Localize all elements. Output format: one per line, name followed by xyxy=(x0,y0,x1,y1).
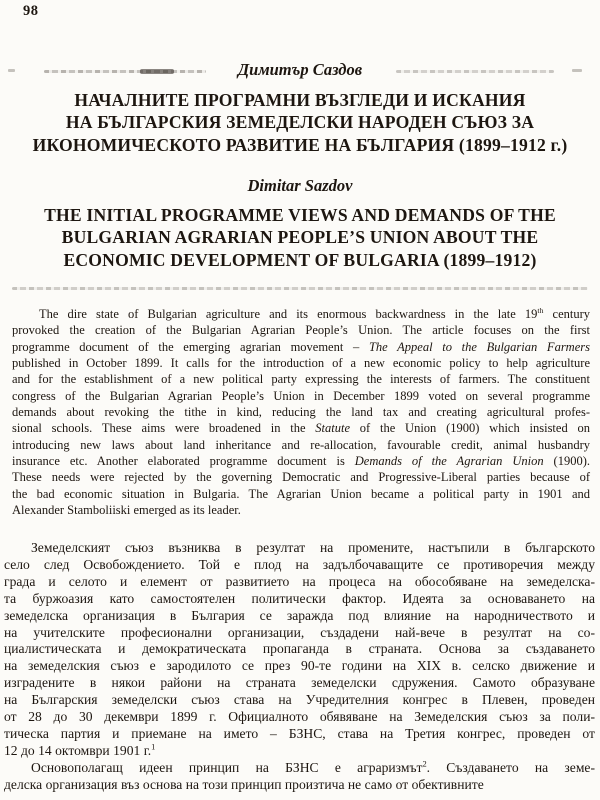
text-line xyxy=(4,625,595,642)
text-segment: introducing new laws about land inheritance and re-allocation, favourable credit, animal husbandry xyxy=(12,437,590,452)
text-segment: published in October 1899. It calls for the introduction of a new economic policy to help agriculture xyxy=(12,356,590,371)
text-segment: Alexander Stamboliiski emerged as its leader. xyxy=(12,503,241,518)
text-line xyxy=(12,404,590,420)
text-segment: sional schools. These aims were broadened in the xyxy=(12,421,316,436)
body-paragraph-1 xyxy=(4,540,595,760)
text-segment: Земеделският съюз възниква в резултат на промените, настъпили в българското xyxy=(31,540,595,555)
text-line xyxy=(12,502,590,518)
text-line xyxy=(4,692,595,709)
title-line: BULGARIAN AGRARIAN PEOPLE’S UNION ABOUT THE xyxy=(61,227,539,248)
text-segment: The Appeal to the Bulgarian Farmers xyxy=(368,339,590,354)
text-segment: село след Освобождението. Той е плод на задълбочаващите се противоречия между xyxy=(4,556,595,572)
text-line xyxy=(12,453,590,469)
text-line xyxy=(4,641,595,658)
text-segment: century xyxy=(543,307,591,321)
text-segment: града и селото и елемент от развитието на процеса на обособяване на земеделска- xyxy=(4,573,595,589)
text-segment: на Българския земеделски съюз става на Учредителния конгрес в Плевен, проведен xyxy=(4,692,595,708)
text-line xyxy=(4,743,595,760)
text-segment: These needs were rejected by the governing Democratic and Progressive-Liberal parties because of xyxy=(12,470,590,485)
body-paragraph-2 xyxy=(4,760,595,794)
text-segment: insurance etc. Another elaborated programme document is xyxy=(12,454,355,469)
text-segment: Основополагащ идеен принцип на БЗНС е аграризмът xyxy=(31,759,423,775)
text-segment: на учителските професионални организации, създадени най-вече в резултат на со- xyxy=(4,624,595,640)
text-segment: Statute xyxy=(315,421,351,436)
text-line xyxy=(4,777,595,794)
text-segment: . Създаването на земе- xyxy=(426,759,595,775)
text-line xyxy=(4,574,595,591)
page-number: 98 xyxy=(23,3,39,19)
body-text xyxy=(4,540,595,794)
text-line xyxy=(12,371,590,387)
text-line xyxy=(4,760,595,777)
text-line xyxy=(12,437,590,453)
text-segment: Demands of the Agrarian Union xyxy=(354,454,544,469)
text-line xyxy=(12,322,590,338)
text-line xyxy=(4,675,595,692)
abstract-paragraph xyxy=(12,306,590,518)
text-segment: изградените в някои райони на страната земеделски сдружения. Самото образуване xyxy=(4,675,595,691)
text-segment: та буржоазия като самостоятелен политически фактор. Идеята за основаването на xyxy=(4,590,595,606)
author-name-bulgarian: Димитър Саздов xyxy=(237,60,363,79)
text-line xyxy=(4,540,595,557)
article-title-bulgarian xyxy=(0,89,600,156)
text-line xyxy=(12,486,590,502)
text-segment: 2 xyxy=(422,758,427,769)
text-segment: делска организация въз основа на този принцип произтича не само от обективните xyxy=(4,776,484,792)
author-name-english: Dimitar Sazdov xyxy=(247,176,353,195)
text-segment: of the Union (1900) which insisted on xyxy=(350,421,590,436)
text-line xyxy=(4,591,595,608)
text-segment: 12 до 14 октомври 1901 г. xyxy=(4,742,152,758)
title-line: НАЧАЛНИТЕ ПРОГРАМНИ ВЪЗГЛЕДИ И ИСКАНИЯ xyxy=(74,90,526,110)
text-line xyxy=(4,658,595,675)
text-line xyxy=(12,469,590,485)
text-segment: тическа партия и приемане на името – БЗНС, става на Третия конгрес, проведен от xyxy=(4,725,595,741)
text-segment: циалистическата и демократическата пропаганда в страната. Основа за създаването xyxy=(4,641,595,657)
text-line xyxy=(12,420,590,436)
title-line: THE INITIAL PROGRAMME VIEWS AND DEMANDS OF THE xyxy=(44,205,556,225)
title-line: ИКОНОМИЧЕСКОТО РАЗВИТИЕ НА БЪЛГАРИЯ (1899–1912 г.) xyxy=(32,134,568,155)
text-line xyxy=(12,339,590,355)
text-segment: and for the establishment of a new political party expressing the interests of farmers. The constituent xyxy=(12,372,590,387)
text-segment: на земеделския съюз е зародилото се през 90-те години на XIX в. селско движение и xyxy=(4,658,595,674)
title-line: НА БЪЛГАРСКИЯ ЗЕМЕДЕЛСКИ НАРОДЕН СЪЮЗ ЗА xyxy=(65,112,535,133)
text-line xyxy=(12,306,590,322)
text-line xyxy=(4,726,595,743)
text-segment: (1900). xyxy=(543,454,590,469)
text-line xyxy=(12,388,590,404)
text-segment: 1 xyxy=(151,741,156,752)
text-segment: The dire state of Bulgarian agriculture and its enormous backwardness in the late 19 xyxy=(39,307,538,321)
text-segment: programme document of the emerging agrarian movement – xyxy=(12,339,369,354)
text-segment: demands about revoking the tithe in kind, reducing the land tax and creating agricultural profes- xyxy=(12,405,590,420)
article-title-english xyxy=(0,204,600,271)
text-line xyxy=(4,709,595,726)
text-segment: the bad economic situation in Bulgaria. The Agrarian Union became a political party in 1901 and xyxy=(12,486,590,501)
text-segment: от 28 до 30 декември 1899 г. Официалното обявяване на Земеделския съюз за поли- xyxy=(4,709,595,725)
scan-smudge-line xyxy=(12,287,588,290)
text-line xyxy=(12,355,590,371)
text-segment: земеделска организация в България се заражда под влияние на народничеството и xyxy=(4,607,595,623)
text-segment: th xyxy=(537,305,544,315)
text-line xyxy=(4,557,595,574)
text-segment: congress of the Bulgarian Agrarian People’s Union in December 1899 voted on several programme xyxy=(12,388,590,403)
title-line: ECONOMIC DEVELOPMENT OF BULGARIA (1899–1912) xyxy=(63,249,537,270)
text-segment: provoked the creation of the Bulgarian Agrarian People’s Union. The article focuses on the first xyxy=(12,323,590,338)
text-line xyxy=(4,608,595,625)
